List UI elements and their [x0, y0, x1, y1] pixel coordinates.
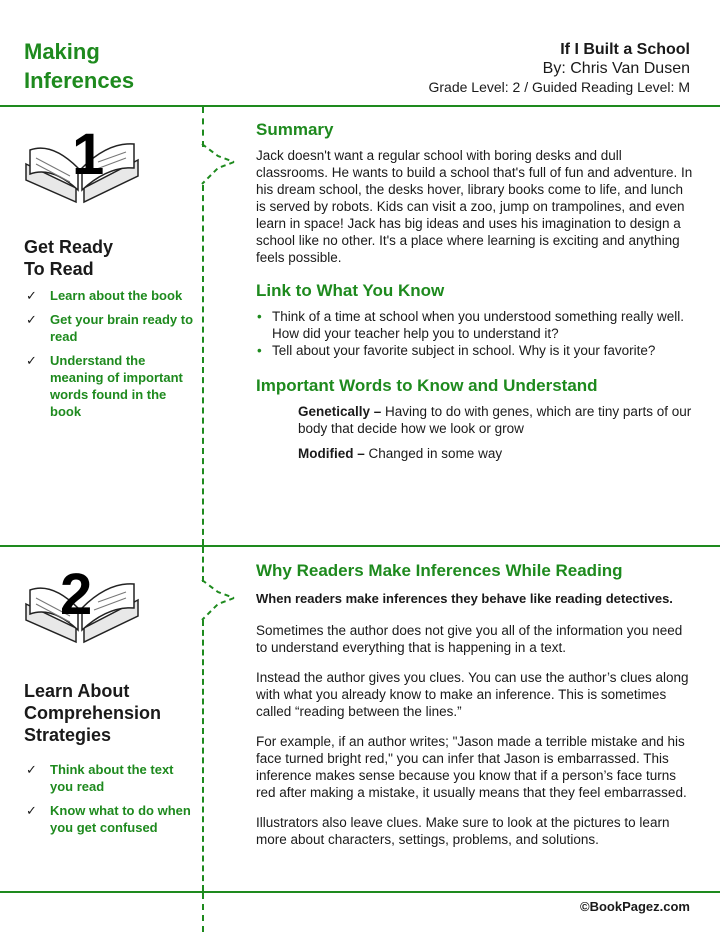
section-2-title-line-3: Strategies [24, 725, 112, 745]
vocab-term: Modified – [298, 446, 365, 461]
checklist-item-text: Get your brain ready to read [50, 312, 194, 344]
paragraph: Instead the author gives you clues. You can use the author’s clues along with what you already know to make an inference. This is sometimes called “reading between the lines.” [256, 670, 689, 719]
dashed-arrow-icon [198, 576, 240, 626]
grade-level: Grade Level: 2 / Guided Reading Level: M [428, 79, 690, 95]
section-2-lead: When readers make inferences they behave like reading detectives. [256, 591, 673, 606]
section-number-2: 2 [60, 562, 93, 627]
section-1-title-line-1: Get Ready [24, 237, 114, 257]
link-heading: Link to What You Know [256, 281, 445, 300]
checklist-item [24, 311, 194, 345]
copyright-footer: ©BookPagez.com [580, 899, 690, 914]
open-book-icon [22, 122, 142, 214]
summary-text: Jack doesn't want a regular school with boring desks and dull classrooms. He wants to build a school that's full of fun and adventure. In his dream school, the desks hover, library books come to life, and lunch is served by robots. Kids can visit a zoo, jump on trampolines, and even learn in space! Jack has big ideas and uses his imagination to design a school like no other. It's a place where learning is exciting and anything feels possible. [256, 148, 693, 265]
book-info [429, 40, 691, 97]
words-heading: Important Words to Know and Understand [256, 376, 598, 395]
section-divider [0, 545, 720, 547]
checkmark-icon: ✓ [26, 353, 37, 368]
title-line-2: Inferences [24, 68, 135, 93]
section-number-1: 1 [72, 122, 105, 187]
list-item-text: Think of a time at school when you understood something really well. How did your teacher help you to understand it? [272, 309, 684, 341]
checklist-item [24, 352, 194, 420]
list-item-text: Tell about your favorite subject in school. Why is it your favorite? [272, 343, 656, 358]
checkmark-icon: ✓ [26, 803, 37, 818]
checkmark-icon: ✓ [26, 762, 37, 777]
checklist-item-text: Understand the meaning of important words found in the book [50, 353, 183, 419]
open-book-icon [22, 562, 142, 654]
paragraph: For example, if an author writes; "Jason made a terrible mistake and his face turned bright red," you can infer that Jason is embarrassed. This inference makes sense because you know that if a person’s face turns red after making a mistake, it usually means that they feel embarrassed. [256, 734, 687, 800]
vocab-definition: Having to do with genes, which are tiny parts of our body that decide how we look or grow [298, 404, 692, 436]
list-item [256, 342, 696, 359]
column-divider-bottom-1 [202, 185, 204, 545]
section-1-content [256, 119, 696, 462]
section-2-content [256, 560, 696, 848]
section-2-title [24, 680, 161, 746]
vocab-item [256, 445, 696, 462]
column-divider-footer [202, 893, 204, 932]
dashed-arrow-icon [198, 140, 240, 190]
book-author: By: Chris Van Dusen [542, 60, 690, 77]
column-divider-bottom-2 [202, 620, 204, 891]
section-2-title-line-1: Learn About [24, 681, 130, 701]
paragraph: Sometimes the author does not give you all of the information you need to understand everything that is happening in a text. [256, 623, 683, 655]
section-1-checklist [24, 287, 194, 427]
vocab-definition: Changed in some way [364, 446, 503, 461]
paragraph: Illustrators also leave clues. Make sure to look at the pictures to learn more about characters, settings, problems, and solutions. [256, 815, 670, 847]
section-1-title-line-2: To Read [24, 259, 94, 279]
list-item [256, 308, 696, 342]
checklist-item [24, 802, 194, 836]
vocab-term: Genetically – [298, 404, 382, 419]
checkmark-icon: ✓ [26, 288, 37, 303]
checklist-item [24, 287, 194, 304]
checklist-item-text: Think about the text you read [50, 762, 174, 794]
summary-heading: Summary [256, 120, 334, 139]
book-title: If I Built a School [560, 41, 690, 58]
page-title [24, 37, 134, 95]
section-1-title [24, 236, 113, 280]
section-2-title-line-2: Comprehension [24, 703, 162, 723]
section-2-checklist [24, 761, 194, 843]
footer-divider [0, 891, 720, 893]
vocab-item [256, 403, 696, 437]
bullet-icon: • [257, 309, 262, 324]
checklist-item-text: Learn about the book [50, 288, 183, 303]
header-divider [0, 105, 720, 107]
checklist-item-text: Know what to do when you get confused [50, 803, 191, 835]
bullet-icon: • [257, 343, 262, 358]
link-bullets [256, 308, 696, 359]
section-2-heading: Why Readers Make Inferences While Reading [256, 561, 623, 580]
title-line-1: Making [24, 39, 100, 64]
checklist-item [24, 761, 194, 795]
checkmark-icon: ✓ [26, 312, 37, 327]
